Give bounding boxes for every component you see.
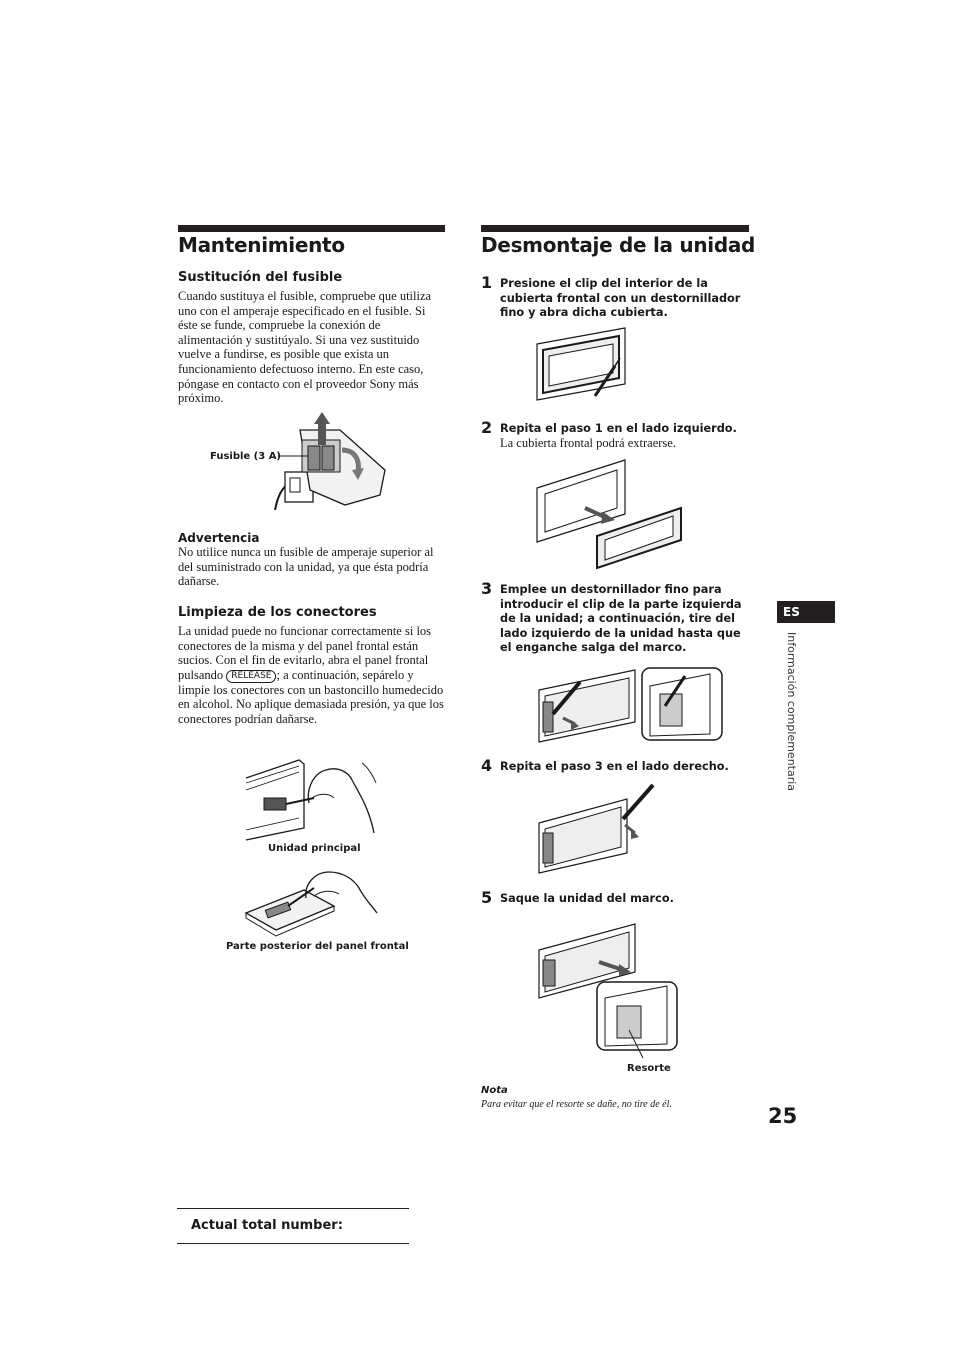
note-title: Nota bbox=[481, 1085, 508, 1096]
step-2-subtext: La cubierta frontal podrá extraerse. bbox=[500, 436, 676, 450]
cleaning-paragraph bbox=[178, 624, 446, 727]
step-2-text: Repita el paso 1 en el lado izquierdo. bbox=[500, 422, 737, 435]
main-unit-caption: Unidad principal bbox=[268, 843, 361, 854]
footer-top-rule bbox=[177, 1208, 409, 1209]
step-4-number: 4 bbox=[481, 756, 493, 775]
step-1-text: Presione el clip del interior de la cubierta frontal con un destornillador fino y abra dicha cubierta. bbox=[500, 277, 741, 320]
step-5-text: Saque la unidad del marco. bbox=[500, 892, 674, 905]
fuse-paragraph: Cuando sustituya el fusible, compruebe que utiliza uno con el amperaje especificado en el fusible. Si éste se funde, compruebe la conexión de alimentación y sustitúyalo. Si una vez sustituido vuelve a fundirse, es posible que exista un funcionamiento defectuoso interno. En este caso, póngase en contacto con el proveedor Sony más próximo. bbox=[178, 289, 432, 406]
section-side-label: Información complementaria bbox=[785, 632, 798, 792]
language-tab: ES bbox=[777, 601, 835, 623]
step-3-text: Emplee un destornillador fino para introducir el clip de la parte izquierda de la unidad; a continuación, tire del lado izquierdo de la unidad hasta que el enganche salga del marco. bbox=[500, 583, 742, 655]
cleaning-text-part-2: ; a continuación, sepárelo y limpie los conectores con un bastoncillo humedecido en alcohol. No aplique demasiada presión, ya que los conectores podrían dañarse. bbox=[178, 667, 444, 726]
fuse-label: Fusible (3 A) bbox=[210, 451, 282, 462]
page-number: 25 bbox=[768, 1104, 798, 1128]
release-key: RELEASE bbox=[226, 670, 276, 683]
warning-paragraph: No utilice nunca un fusible de amperaje superior al del suministrado con la unidad, ya que ésta podría dañarse. bbox=[178, 545, 434, 589]
fuse-heading: Sustitución del fusible bbox=[178, 270, 343, 285]
page-title-maintenance: Mantenimiento bbox=[178, 233, 345, 257]
fuse-illustration bbox=[270, 410, 395, 520]
step-5-number: 5 bbox=[481, 888, 493, 907]
left-title-rule bbox=[178, 225, 445, 232]
step-3-illustration bbox=[535, 666, 725, 744]
step-3-number: 3 bbox=[481, 579, 493, 598]
cleaning-heading: Limpieza de los conectores bbox=[178, 605, 377, 620]
step-1-number: 1 bbox=[481, 273, 493, 292]
step-1-illustration bbox=[535, 326, 627, 402]
note-text: Para evitar que el resorte se dañe, no tire de él. bbox=[481, 1099, 672, 1110]
footer-bottom-rule bbox=[177, 1243, 409, 1244]
spring-label: Resorte bbox=[627, 1063, 671, 1074]
back-panel-caption: Parte posterior del panel frontal bbox=[226, 941, 409, 952]
right-title-rule bbox=[481, 225, 749, 232]
warning-heading: Advertencia bbox=[178, 531, 260, 545]
actual-total-label: Actual total number: bbox=[191, 1218, 343, 1233]
back-panel-cleaning-illustration bbox=[244, 868, 379, 936]
main-unit-cleaning-illustration bbox=[244, 758, 379, 840]
step-5-illustration bbox=[535, 920, 680, 1060]
step-4-text: Repita el paso 3 en el lado derecho. bbox=[500, 760, 729, 773]
step-2-number: 2 bbox=[481, 418, 493, 437]
step-4-illustration bbox=[535, 779, 665, 874]
page-title-removal: Desmontaje de la unidad bbox=[481, 233, 756, 257]
step-2-illustration bbox=[535, 458, 681, 570]
cleaning-text-part-1: La unidad puede no funcionar correctamente si los conectores de la misma y del panel frontal están sucios. Con el fin de evitarlo, abra el panel frontal pulsando bbox=[178, 624, 432, 682]
